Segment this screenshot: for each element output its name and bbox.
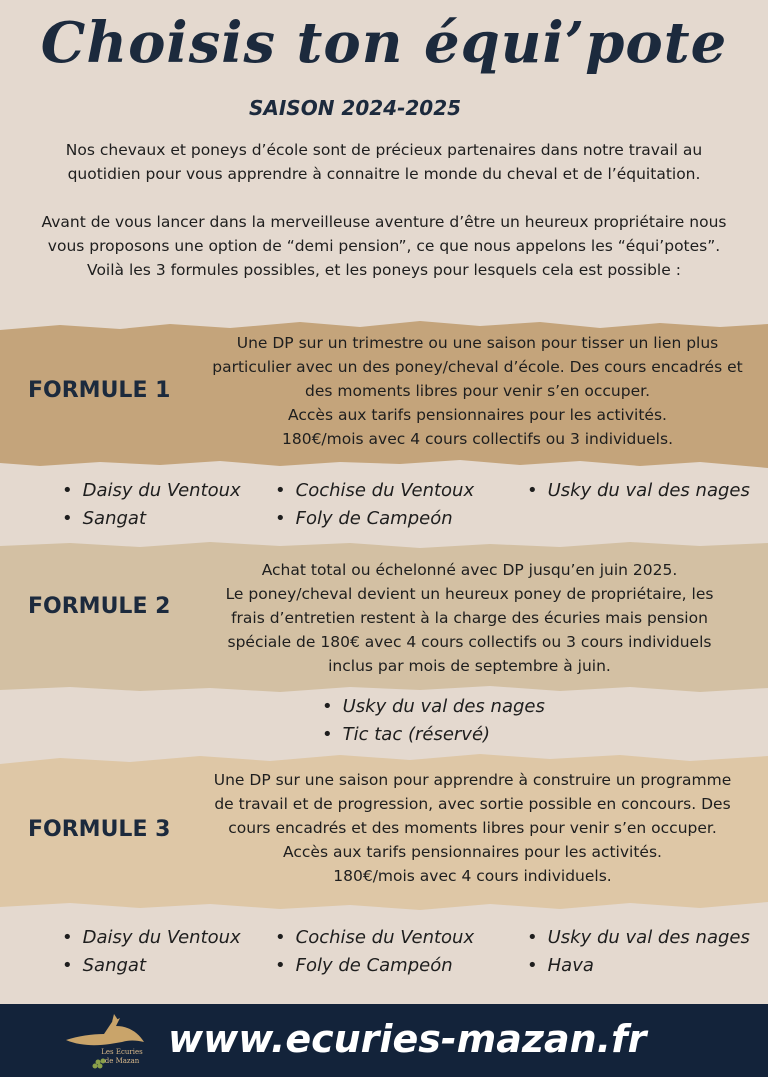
description-line: de travail et de progression, avec sortie possible en concours. Des — [214, 795, 731, 813]
formule-2-title: FORMULE 2 — [28, 594, 171, 619]
description-line: Une DP sur un trimestre ou une saison pour tisser un lien plus — [236, 334, 719, 352]
formule-3-ponies-col1 — [62, 924, 241, 980]
formule-1-ponies-col2 — [275, 477, 474, 533]
description-line: Accès aux tarifs pensionnaires pour les activités. — [283, 843, 662, 861]
pony-item: • Sangat — [62, 505, 241, 533]
footer — [0, 1004, 768, 1077]
formule-3-ponies-col2 — [275, 924, 474, 980]
description-line: spéciale de 180€ avec 4 cours collectifs ou 3 cours individuels — [227, 633, 712, 651]
formule-2-ponies — [322, 693, 545, 749]
formule-1-ponies-col3 — [527, 477, 750, 505]
formule-2-description — [182, 558, 757, 678]
pony-item: • Foly de Campeón — [275, 505, 474, 533]
formule-3-description — [185, 768, 760, 888]
pony-item: • Foly de Campeón — [275, 952, 474, 980]
description-line: Le poney/cheval devient un heureux poney de propriétaire, les — [225, 585, 714, 603]
pony-item: • Cochise du Ventoux — [275, 924, 474, 952]
season-label: SAISON 2024-2025 — [248, 96, 462, 120]
description-line: particulier avec un des poney/cheval d’école. Des cours encadrés et — [212, 358, 743, 376]
pony-item: • Usky du val des nages — [527, 924, 750, 952]
pony-item: • Sangat — [62, 952, 241, 980]
description-line: Une DP sur une saison pour apprendre à construire un programme — [213, 771, 732, 789]
pony-item: • Usky du val des nages — [527, 477, 750, 505]
logo-line: Les Ecuries — [101, 1048, 143, 1056]
description-line: Accès aux tarifs pensionnaires pour les activités. — [288, 406, 667, 424]
description-line: 180€/mois avec 4 cours individuels. — [333, 867, 612, 885]
formule-3-title: FORMULE 3 — [28, 817, 171, 842]
intro-line: quotidien pour vous apprendre à connaitre le monde du cheval et de l’équitation. — [67, 165, 701, 183]
pony-item: • Daisy du Ventoux — [62, 924, 241, 952]
logo-line: de Mazan — [104, 1057, 140, 1065]
formule-1-ponies-col1 — [62, 477, 241, 533]
pony-item: • Cochise du Ventoux — [275, 477, 474, 505]
description-line: Achat total ou échelonné avec DP jusqu’en juin 2025. — [261, 561, 678, 579]
formule-1-band — [0, 316, 768, 468]
page-title: Choisis ton équi’pote — [40, 10, 728, 76]
description-line: des moments libres pour venir s’en occuper. — [305, 382, 650, 400]
description-line: inclus par mois de septembre à juin. — [328, 657, 611, 675]
intro-text — [10, 138, 758, 282]
intro-line: vous proposons une option de “demi pension”, ce que nous appelons les “équi’potes”. — [47, 237, 721, 255]
formule-1-title: FORMULE 1 — [28, 378, 171, 403]
formule-1-description — [190, 331, 765, 451]
formule-2-band — [0, 540, 768, 694]
description-line: 180€/mois avec 4 cours collectifs ou 3 individuels. — [281, 430, 673, 448]
website-link[interactable]: www.ecuries-mazan.fr — [168, 1017, 647, 1061]
pony-item: • Hava — [527, 952, 750, 980]
pony-item: • Daisy du Ventoux — [62, 477, 241, 505]
pony-item: • Usky du val des nages — [322, 693, 545, 721]
description-line: cours encadrés et des moments libres pour venir s’en occuper. — [228, 819, 717, 837]
formule-3-ponies-col3 — [527, 924, 750, 980]
description-line: frais d’entretien restent à la charge des écuries mais pension — [231, 609, 708, 627]
formule-3-band — [0, 752, 768, 912]
logo — [58, 1012, 168, 1072]
intro-line: Avant de vous lancer dans la merveilleuse aventure d’être un heureux propriétaire nous — [41, 213, 727, 231]
intro-line: Voilà les 3 formules possibles, et les poneys pour lesquels cela est possible : — [87, 261, 681, 279]
intro-line: Nos chevaux et poneys d’école sont de précieux partenaires dans notre travail au — [65, 141, 703, 159]
logo-text — [82, 1048, 162, 1066]
pony-item: • Tic tac (réservé) — [322, 721, 545, 749]
